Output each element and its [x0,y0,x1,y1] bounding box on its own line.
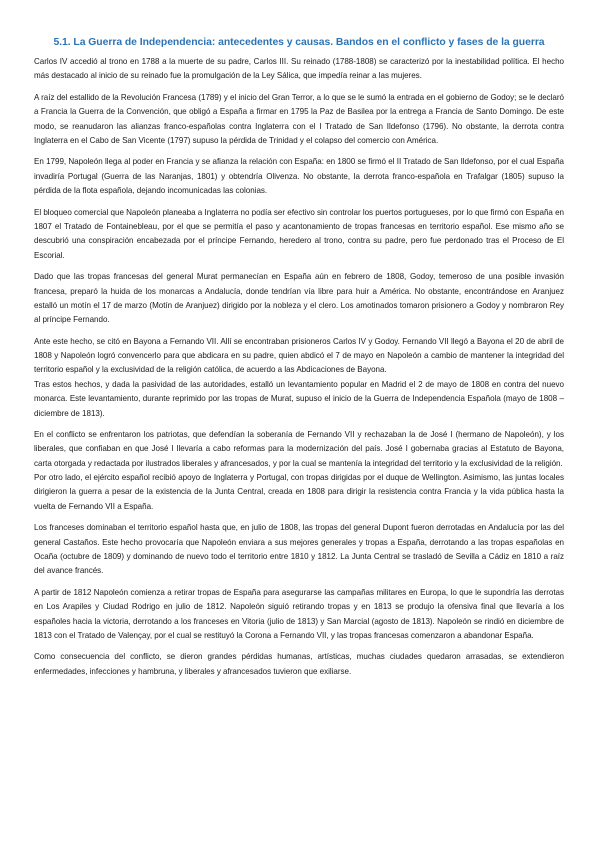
paragraph-carlos-iv: Carlos IV accedió al trono en 1788 a la muerte de su padre, Carlos III. Su reinado (1788-1808) se caracterizó por la inestabilidad política. El hecho más destacado al inicio de su reinado fue la promulgación de la Ley Sálica, que impedía reinar a las mujeres. [34,57,564,81]
paragraph-bandos-conflicto: En el conflicto se enfrentaron los patriotas, que defendían la soberanía de Fernando VII y rechazaban la de José I (hermano de Napoleón), y los liberales, que confiaban en que José I llevaría a cabo reformas para la modernización del país. José I gobernaba gracias al Estatuto de Bayona, carta otorgada y redactada por ilustrados liberales y afrancesados, y por la cual se mantenía la integridad del territorio y la exclusividad de la religión. [34,430,564,468]
paragraph-retirada-francesa: A partir de 1812 Napoleón comienza a retirar tropas de España para asegurarse las campañas militares en Europa, lo que le supondría las derrotas en Los Arapiles y Ciudad Rodrigo en julio de 1812. Napoleón siguió retirando tropas y en 1813 se produjo la ofensiva final que llevaría a los españoles hacia la victoria, derrotando a los franceses en Vitoria (julio de 1813) y San Marcial (agosto de 1813). Napoleón se rindió en diciembre de 1813 con el Tratado de Valençay, por el cual se restituyó la Corona a Fernando VII, y las tropas francesas comenzaron a abandonar España. [34,587,564,640]
paragraph-revolucion-francesa: A raíz del estallido de la Revolución Francesa (1789) y el inicio del Gran Terror, a lo que se le sumó la entrada en el gobierno de Godoy; se le declaró a Francia la Guerra de la Convención, que obligó a España a firmar en 1795 la Paz de Basilea por la entrega a Francia de Santo Domingo. De este modo, se reanudaron las alianzas franco-españolas contra Inglaterra con el I Tratado de San Ildefonso (1796). No obstante, la derrota contra Inglaterra en el Cabo de San Vicente (1797) supuso la pérdida de Trinidad y el colapso del comercio con América. [34,92,564,145]
paragraph-levantamiento-madrid: Tras estos hechos, y dada la pasividad de las autoridades, estalló un levantamiento popular en Madrid el 2 de mayo de 1808 en contra del nuevo monarca. Este levantamiento, durante reprimido por las tropas de Murat, supuso el inicio de la Guerra de Independencia Española (mayo de 1808 – diciembre de 1813). [34,379,564,418]
paragraph-dominio-frances: Los franceses dominaban el territorio español hasta que, en julio de 1808, las tropas del general Dupont fueron derrotadas en Andalucía por las del general Castaños. Este hecho provocaría que Napoleón enviara a sus mejores generales y tropas a España, derrotando a las tropas españolas en Ocaña (octubre de 1809) y dominando de nuevo todo el territorio entre 1810 y 1812. La Junta Central se trasladó de Sevilla a Cádiz en 1810 a raíz del avance francés. [34,523,564,576]
paragraph-apoyo-inglaterra: Por otro lado, el ejército español recibió apoyo de Inglaterra y Portugal, con tropas dirigidas por el duque de Wellington. Asimismo, las juntas locales dirigieron la guerra a pesar de la existencia de la Junta Central, creada en 1808 para dirigir la resistencia contra Francia y la vida pública hasta la vuelta de Fernando VII a España. [34,473,564,511]
paragraph-napoleon-poder: En 1799, Napoleón llega al poder en Francia y se afianza la relación con España: en 1800 se firmó el II Tratado de San Ildefonso, por el cual España invadiría Portugal (Guerra de las Naranjas, 1801) y obtendría Olivenza. No obstante, la derrota franco-española en Trafalgar (1805) supuso la pérdida de la flota española, dejando incomunicadas las colonias. [34,157,564,196]
paragraph-bloqueo-comercial: El bloqueo comercial que Napoleón planeaba a Inglaterra no podía ser efectivo sin controlar los puertos portugueses, por lo que firmó con España en 1807 el Tratado de Fontainebleau, por el que se permitía el paso y acantonamiento de tropas francesas en territorio español. Ese mismo año se descubrió una conspiración encabezada por el príncipe Fernando, heredero al trono, contra su padre, pero fue perdonado tras el Proceso de El Escorial. [34,207,564,260]
paragraph-abdicaciones-bayona: Ante este hecho, se citó en Bayona a Fernando VII. Allí se encontraban prisioneros Carlos IV y Godoy. Fernando VII llegó a Bayona el 20 de abril de 1808 y Napoleón logró convencerlo para que abdicara en su padre, quien abdicó el 7 de mayo en Napoleón a cambio de mantener la integridad del territorio español y la exclusividad de la religión católica, de acuerdo a las Abdicaciones de Bayona. [34,336,564,375]
section-title: 5.1. La Guerra de Independencia: antecedentes y causas. Bandos en el conflicto y fases de la guerra [53,37,545,48]
paragraph-motin-aranjuez: Dado que las tropas francesas del general Murat permanecían en España aún en febrero de 1808, Godoy, temeroso de una posible invasión francesa, preparó la huida de los monarcas a Andalucía, donde tendrían vía libre para huir a América. No obstante, encontrándose en Aranjuez estalló un motín el 17 de marzo (Motín de Aranjuez) dirigido por la nobleza y el clero. Los amotinados tomaron prisionero a Godoy y nombraron Rey al príncipe Fernando. [34,272,564,325]
paragraph-consecuencias: Como consecuencia del conflicto, se dieron grandes pérdidas humanas, artísticas, muchas ciudades quedaron arrasadas, se extendieron enfermedades, infecciones y hambruna, y liberales y afrancesados tuvieron que exiliarse. [34,652,564,676]
